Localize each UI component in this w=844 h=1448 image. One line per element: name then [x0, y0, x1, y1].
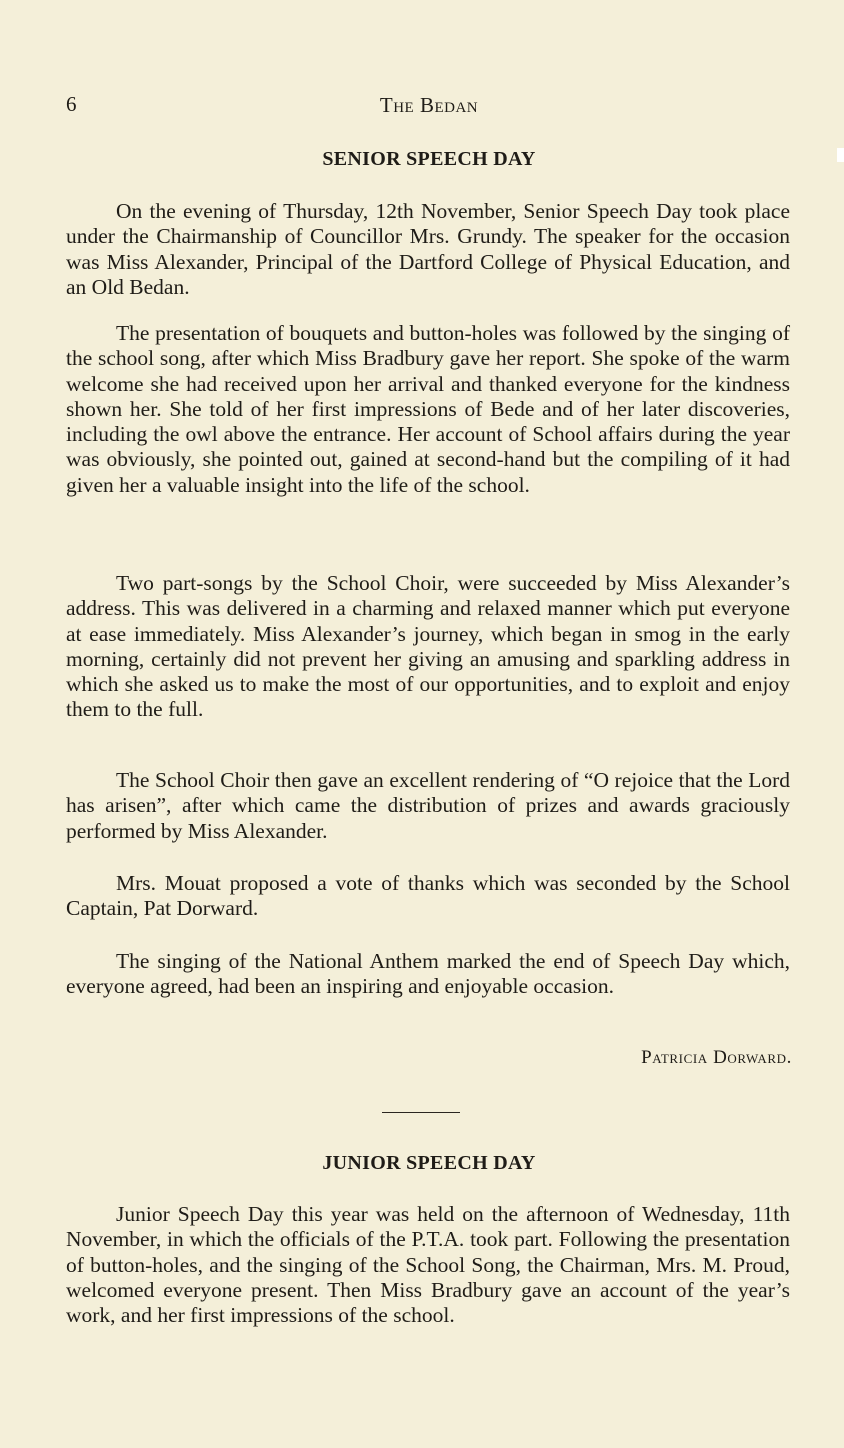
author-signature: Patricia Dorward.: [641, 1047, 792, 1068]
section-divider: [382, 1112, 460, 1113]
senior-speech-day-heading: SENIOR SPEECH DAY: [322, 148, 536, 170]
running-header: [66, 92, 792, 122]
junior-paragraph-1: Junior Speech Day this year was held on the afternoon of Wednesday, 11th November, in which the officials of the P.T.A. took part. Following the presentation of button-holes, and the singing of the School Song, the Chairman, Mrs. M. Proud, welcomed everyone present. Then Miss Bradbury gave an account of the year’s work, and her first impressions of the school.: [66, 1202, 790, 1328]
journal-title: The Bedan: [379, 93, 479, 117]
senior-paragraph-3: Two part-songs by the School Choir, were succeeded by Miss Alexander’s address. This was delivered in a charming and relaxed manner which put everyone at ease immediately. Miss Alexander’s journey, which began in smog in the early morning, certainly did not prevent her giving an amusing and sparkling address in which she asked us to make the most of our opportunities, and to exploit and enjoy them to the full.: [66, 571, 790, 722]
senior-paragraph-1: On the evening of Thursday, 12th November, Senior Speech Day took place under the Chairmanship of Councillor Mrs. Grundy. The speaker for the occasion was Miss Alexander, Principal of the Dartford College of Physical Education, and an Old Bedan.: [66, 199, 790, 299]
senior-paragraph-6: The singing of the National Anthem marked the end of Speech Day which, everyone agreed, had been an inspiring and enjoyable occasion.: [66, 949, 790, 999]
senior-paragraph-2: The presentation of bouquets and button-holes was followed by the singing of the school song, after which Miss Bradbury gave her report. She spoke of the warm welcome she had received upon her arrival and thanked everyone for the kindness shown her. She told of her first impressions of Bede and of her later discoveries, including the owl above the entrance. Her account of School affairs during the year was obviously, she pointed out, gained at second-hand but the compiling of it had given her a valuable insight into the life of the school.: [66, 321, 790, 497]
junior-speech-day-heading: JUNIOR SPEECH DAY: [322, 1152, 536, 1174]
page-number: 6: [66, 92, 77, 116]
senior-paragraph-4: The School Choir then gave an excellent rendering of “O rejoice that the Lord has arisen”, after which came the distribution of prizes and awards graciously performed by Miss Alexander.: [66, 768, 790, 843]
page-edge-mark: [837, 148, 844, 162]
senior-paragraph-5: Mrs. Mouat proposed a vote of thanks which was seconded by the School Captain, Pat Dorward.: [66, 871, 790, 921]
